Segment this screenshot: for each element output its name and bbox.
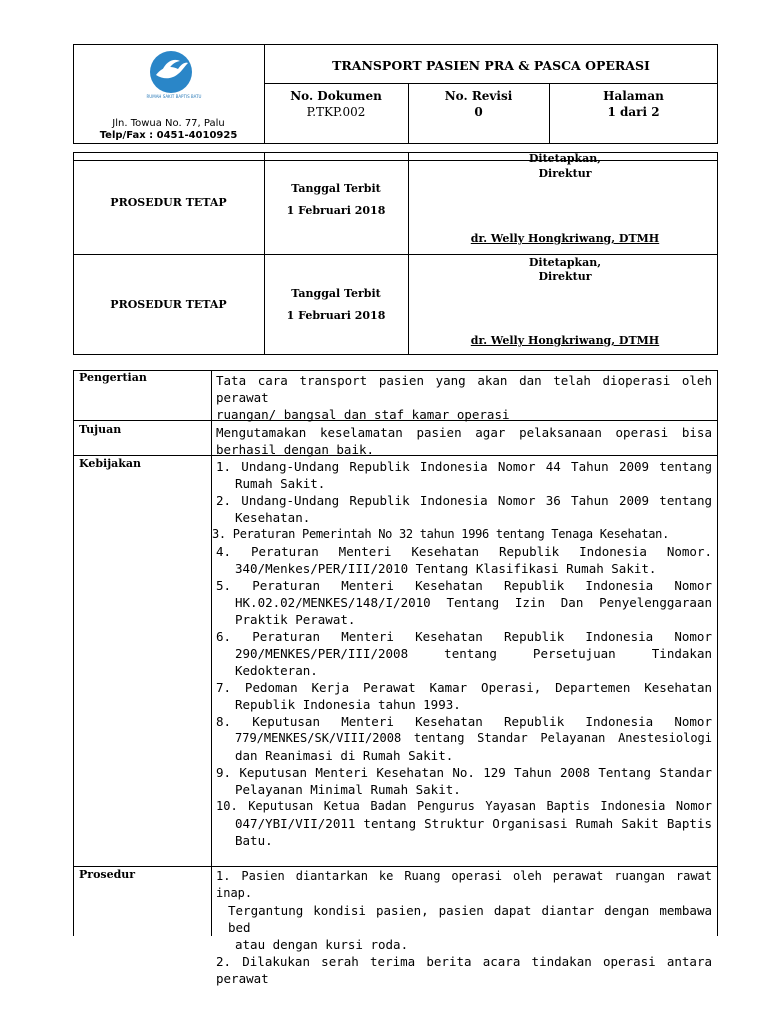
text-line: 2. Undang-Undang Republik Indonesia Nomor 36 Tahun 2009 tentang <box>216 493 712 508</box>
policy-item <box>216 458 712 492</box>
text-line: 9. Keputusan Menteri Kesehatan No. 129 Tahun 2008 Tentang Standar <box>216 765 712 780</box>
text-line: 8. Keputusan Menteri Kesehatan Republik Indonesia Nomor <box>216 714 712 729</box>
logo-caption: RUMAH SAKIT BAPTIS BATU <box>146 94 202 99</box>
text-line: HK.02.02/MENKES/148/I/2010 Tentang Izin Dan Penyelenggaraan <box>235 595 712 610</box>
procedure-steps <box>216 868 712 987</box>
issue-date-value: 1 Februari 2018 <box>286 309 386 322</box>
text-line: 779/MENKES/SK/VIII/2008 tentang Standar Pelayanan Anestesiologi <box>235 731 712 745</box>
hospital-address: Jln. Towua No. 77, Palu <box>112 118 225 129</box>
doc-number-label: No. Dokumen <box>290 89 382 103</box>
policy-item <box>216 679 712 713</box>
section-text-tujuan <box>216 424 712 458</box>
text-line: 6. Peraturan Menteri Kesehatan Republik Indonesia Nomor <box>216 629 712 644</box>
policy-item <box>216 713 712 764</box>
procedure-label: PROSEDUR TETAP <box>110 298 227 311</box>
text-line: 1. Undang-Undang Republik Indonesia Nomor 44 Tahun 2009 tentang <box>216 459 712 474</box>
row-divider <box>73 866 718 867</box>
signer-role: Direktur <box>538 167 592 180</box>
policy-item <box>216 628 712 679</box>
text-line: 047/YBI/VII/2011 tentang Struktur Organisasi Rumah Sakit Baptis <box>235 816 712 831</box>
hospital-dove-logo-icon <box>148 49 194 95</box>
text-line: 340/Menkes/PER/III/2010 Tentang Klasifikasi Rumah Sakit. <box>235 561 657 576</box>
signer-name: dr. Welly Hongkriwang, DTMH <box>470 232 660 245</box>
set-by-label: Ditetapkan, <box>528 256 602 269</box>
set-by-label: Ditetapkan, <box>528 152 602 165</box>
policy-item <box>216 492 712 526</box>
text-line: Rumah Sakit. <box>235 476 326 491</box>
policy-list <box>212 458 712 849</box>
issue-date-label: Tanggal Terbit <box>291 182 381 195</box>
signer-role: Direktur <box>538 270 592 283</box>
text-line: Republik Indonesia tahun 1993. <box>235 697 461 712</box>
document-title: TRANSPORT PASIEN PRA & PASCA OPERASI <box>332 58 650 73</box>
section-label-tujuan: Tujuan <box>79 423 122 436</box>
text-line: 5. Peraturan Menteri Kesehatan Republik Indonesia Nomor <box>216 578 712 593</box>
revision-value: 0 <box>474 105 483 119</box>
text-line: 10. Keputusan Ketua Badan Pengurus Yayasan Baptis Indonesia Nomor <box>216 799 712 813</box>
text-line: Kesehatan. <box>235 510 311 525</box>
text-line: atau dengan kursi roda. <box>235 937 409 952</box>
page-value: 1 dari 2 <box>607 105 660 119</box>
policy-item <box>216 798 712 849</box>
text-line: Tergantung kondisi pasien, pasien dapat diantar dengan membawa bed <box>228 903 712 935</box>
policy-item <box>216 543 712 577</box>
text-line: Mengutamakan keselamatan pasien agar pelaksanaan operasi bisa <box>216 425 712 440</box>
text-line: Praktik Perawat. <box>235 612 356 627</box>
section-label-pengertian: Pengertian <box>79 371 147 384</box>
text-line: Batu. <box>235 833 273 848</box>
text-line: 290/MENKES/PER/III/2008 tentang Persetujuan Tindakan <box>235 646 712 661</box>
text-line: 4. Peraturan Menteri Kesehatan Republik Indonesia Nomor. <box>216 544 712 559</box>
doc-number-value: P.TKP.002 <box>306 105 366 119</box>
text-line: Kedokteran. <box>235 663 318 678</box>
hospital-phone: Telp/Fax : 0451-4010925 <box>99 130 238 141</box>
revision-label: No. Revisi <box>444 89 513 103</box>
text-line: Tata cara transport pasien yang akan dan telah dioperasi oleh perawat <box>216 373 712 405</box>
policy-item <box>216 764 712 798</box>
text-line: Pelayanan Minimal Rumah Sakit. <box>235 782 461 797</box>
text-line: dan Reanimasi di Rumah Sakit. <box>235 748 454 763</box>
header-row-divider <box>264 83 718 84</box>
procedure-label: PROSEDUR TETAP <box>110 196 227 209</box>
section-label-kebijakan: Kebijakan <box>79 457 142 470</box>
section-text-pengertian <box>216 372 712 423</box>
page-label: Halaman <box>603 89 664 103</box>
text-line: 2. Dilakukan serah terima berita acara tindakan operasi antara perawat <box>216 954 712 986</box>
text-line: berhasil dengan baik. <box>216 442 375 457</box>
text-line: 7. Pedoman Kerja Perawat Kamar Operasi, Departemen Kesehatan <box>216 680 712 695</box>
text-line: ruangan/ bangsal dan staf kamar operasi <box>216 407 510 422</box>
signer-name: dr. Welly Hongkriwang, DTMH <box>470 334 660 347</box>
policy-item <box>216 577 712 628</box>
policy-item <box>212 526 712 543</box>
text-line: 1. Pasien diantarkan ke Ruang operasi oleh perawat ruangan rawat inap. <box>216 869 712 900</box>
section-label-prosedur: Prosedur <box>79 868 136 881</box>
issue-date-value: 1 Februari 2018 <box>286 204 386 217</box>
text-line: 3. Peraturan Pemerintah No 32 tahun 1996 tentang Tenaga Kesehatan. <box>212 527 670 541</box>
issue-date-label: Tanggal Terbit <box>291 287 381 300</box>
approval-row-divider <box>73 254 718 255</box>
